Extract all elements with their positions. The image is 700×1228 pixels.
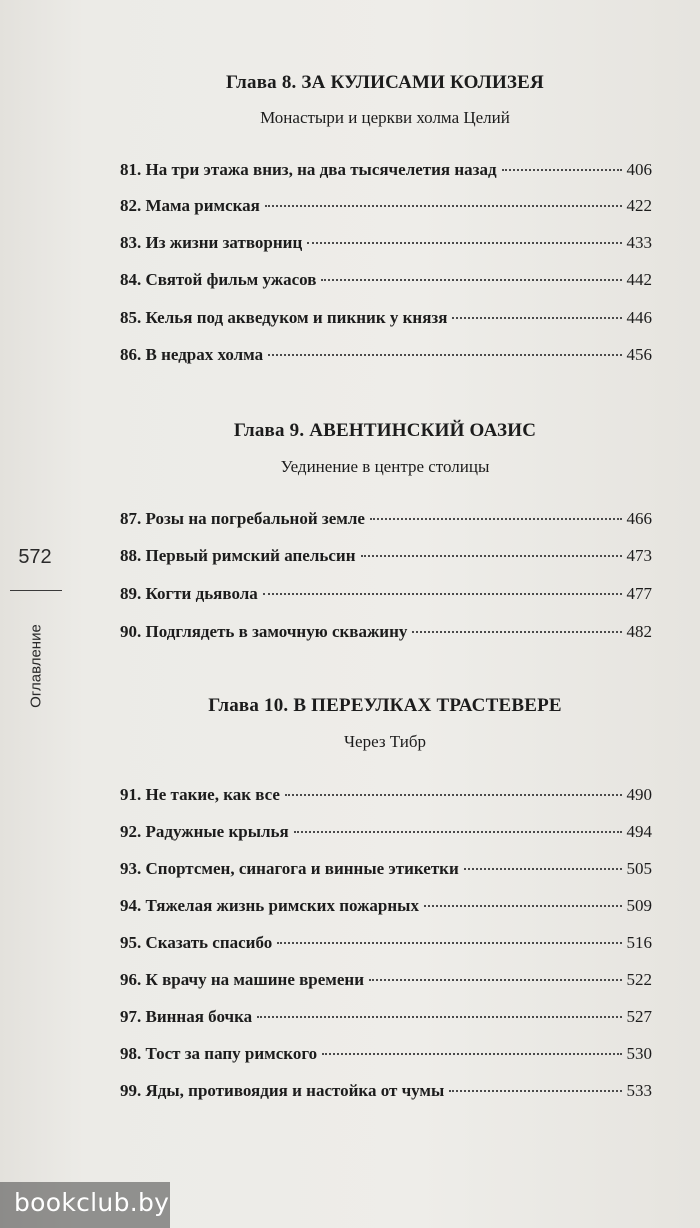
toc-entry-89[interactable]	[120, 584, 652, 608]
toc-entry-83[interactable]	[120, 233, 652, 257]
dot-leader	[322, 1053, 621, 1055]
dot-leader	[412, 631, 621, 633]
dot-leader	[424, 905, 622, 907]
toc-entry-84[interactable]	[120, 270, 652, 294]
dot-leader	[285, 794, 622, 796]
entry-page: 446	[626, 308, 652, 327]
toc-entry-98[interactable]	[120, 1044, 652, 1068]
toc-entry-85[interactable]	[120, 308, 652, 332]
entry-page: 527	[626, 1007, 652, 1026]
dot-leader	[361, 555, 622, 557]
toc-entry-99[interactable]	[120, 1081, 652, 1105]
page-number: 572	[18, 546, 52, 568]
watermark-text: bookclub.by	[14, 1188, 170, 1217]
entry-title: 92. Радужные крылья	[120, 822, 289, 841]
entry-page: 482	[626, 622, 652, 641]
dot-leader	[502, 169, 622, 171]
entry-title: 82. Мама римская	[120, 196, 260, 215]
entry-title: 99. Яды, противоядия и настойка от чумы	[120, 1081, 445, 1100]
dot-leader	[263, 593, 622, 595]
chapter-9-subtitle: Уединение в центре столицы	[280, 457, 490, 476]
toc-entry-82[interactable]	[120, 196, 652, 220]
entry-page: 406	[626, 160, 652, 179]
chapter-8-subtitle: Монастыри и церкви холма Целий	[260, 108, 510, 127]
toc-entry-92[interactable]	[120, 822, 652, 846]
entry-page: 490	[626, 785, 652, 804]
chapter-10-subtitle: Через Тибр	[343, 732, 427, 751]
dot-leader	[268, 354, 621, 356]
section-label: Оглавление	[27, 624, 45, 708]
entry-title: 91. Не такие, как все	[120, 785, 280, 804]
toc-entry-95[interactable]	[120, 933, 652, 957]
entry-page: 533	[626, 1081, 652, 1100]
entry-page: 522	[626, 970, 652, 989]
dot-leader	[464, 868, 622, 870]
toc-entry-91[interactable]	[120, 785, 652, 809]
toc-entry-81[interactable]	[120, 160, 652, 184]
margin-divider	[10, 590, 62, 591]
dot-leader	[265, 205, 622, 207]
entry-page: 477	[626, 584, 652, 603]
entry-page: 456	[626, 345, 652, 364]
entry-page: 505	[626, 859, 652, 878]
dot-leader	[370, 518, 622, 520]
entry-title: 86. В недрах холма	[120, 345, 264, 364]
chapter-10-title: Глава 10. В ПЕРЕУЛКАХ ТРАСТЕВЕРЕ	[208, 695, 562, 716]
dot-leader	[307, 242, 621, 244]
chapter-9-title: Глава 9. АВЕНТИНСКИЙ ОАЗИС	[233, 420, 537, 441]
entry-page: 473	[626, 546, 652, 565]
toc-entry-96[interactable]	[120, 970, 652, 994]
entry-title: 84. Святой фильм ужасов	[120, 270, 317, 289]
chapter-8-title: Глава 8. ЗА КУЛИСАМИ КОЛИЗЕЯ	[226, 72, 544, 93]
entry-page: 422	[626, 196, 652, 215]
entry-title: 85. Келья под акведуком и пикник у князя	[120, 308, 448, 327]
entry-title: 83. Из жизни затворниц	[120, 233, 303, 252]
entry-title: 93. Спортсмен, синагога и винные этикетки	[120, 859, 459, 878]
entry-title: 81. На три этажа вниз, на два тысячелетия назад	[120, 160, 497, 179]
dot-leader	[449, 1090, 621, 1092]
dot-leader	[321, 279, 621, 281]
entry-page: 494	[626, 822, 652, 841]
toc-entry-87[interactable]	[120, 509, 652, 533]
toc-entry-97[interactable]	[120, 1007, 652, 1031]
entry-page: 530	[626, 1044, 652, 1063]
entry-page: 442	[626, 270, 652, 289]
entry-page: 509	[626, 896, 652, 915]
entry-title: 95. Сказать спасибо	[120, 933, 273, 952]
dot-leader	[277, 942, 621, 944]
entry-page: 516	[626, 933, 652, 952]
entry-page: 466	[626, 509, 652, 528]
dot-leader	[452, 317, 621, 319]
dot-leader	[294, 831, 622, 833]
entry-title: 89. Когти дьявола	[120, 584, 258, 603]
toc-entry-86[interactable]	[120, 345, 652, 369]
entry-title: 97. Винная бочка	[120, 1007, 253, 1026]
entry-title: 98. Тост за папу римского	[120, 1044, 318, 1063]
toc-entry-94[interactable]	[120, 896, 652, 920]
toc-entry-90[interactable]	[120, 622, 652, 646]
toc-entry-88[interactable]	[120, 546, 652, 570]
dot-leader	[369, 979, 621, 981]
entry-page: 433	[626, 233, 652, 252]
toc-entry-93[interactable]	[120, 859, 652, 883]
entry-title: 90. Подглядеть в замочную скважину	[120, 622, 408, 641]
watermark-badge	[0, 1182, 170, 1228]
entry-title: 87. Розы на погребальной земле	[120, 509, 365, 528]
entry-title: 88. Первый римский апельсин	[120, 546, 356, 565]
dot-leader	[257, 1016, 621, 1018]
entry-title: 96. К врачу на машине времени	[120, 970, 365, 989]
entry-title: 94. Тяжелая жизнь римских пожарных	[120, 896, 419, 915]
